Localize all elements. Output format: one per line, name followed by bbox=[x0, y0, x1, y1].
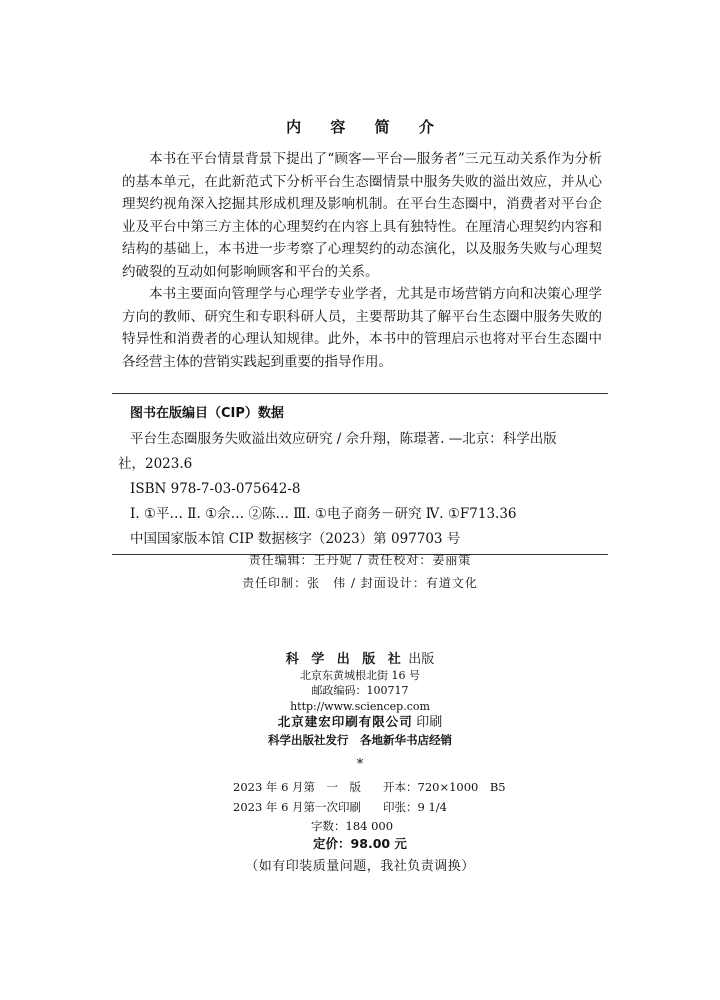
credits bbox=[0, 549, 720, 595]
printer-suffix: 印刷 bbox=[416, 715, 443, 730]
cip-heading: 图书在版编目（CIP）数据 bbox=[130, 406, 284, 421]
printer-line bbox=[0, 714, 720, 731]
print-date: 2023 年 6 月第一次印刷 bbox=[233, 799, 362, 814]
cip-record-line: 社，2023.6 bbox=[118, 456, 193, 472]
summary-paragraph: 本书在平台情景背景下提出了“顾客—平台—服务者”三元互动关系作为分析的基本单元，在此新范式下分析平台生态圈情景中服务失败的溢出效应，并从心理契约视角深入挖掘其形成机理及影响机制。在平台生态圈中，消费者对平台企业及平台中第三方主体的心理契约在内容上具有独特性。在厘清心理契约内容和结构的基础上，本书进一步考察了心理契约的动态演化，以及服务失败与心理契约破裂的互动如何影响顾客和平台的关系。 bbox=[122, 151, 602, 280]
publisher-postcode: 邮政编码：100717 bbox=[311, 684, 409, 697]
publisher-url: http://www.sciencep.com bbox=[290, 699, 430, 713]
publisher-line bbox=[0, 652, 720, 668]
separator-star: * bbox=[356, 757, 364, 772]
distribution-line: 科学出版社发行 各地新华书店经销 bbox=[268, 732, 452, 747]
cip-classification: Ⅰ. ①平… Ⅱ. ①佘… ②陈… Ⅲ. ①电子商务－研究 Ⅳ. ①F713.36 bbox=[130, 506, 517, 522]
publisher-address: 北京东黄城根北街 16 号 bbox=[300, 668, 420, 682]
print-sheets: 印张：9 1/4 bbox=[383, 799, 447, 814]
cip-block bbox=[112, 393, 608, 555]
credits-line: 责任印制：张 伟 / 封面设计：有道文化 bbox=[242, 576, 478, 590]
publisher-name: 科 学 出 版 社 bbox=[285, 652, 405, 667]
cip-record-line: 平台生态圈服务失败溢出效应研究 / 佘升翔，陈璟著. —北京：科学出版 bbox=[130, 431, 557, 447]
page-title: 内 容 简 介 bbox=[286, 118, 446, 136]
printer-name: 北京建宏印刷有限公司 bbox=[277, 714, 413, 729]
publisher-info bbox=[0, 652, 720, 748]
content-summary bbox=[122, 148, 602, 373]
edition-date: 2023 年 6 月第 一 版 bbox=[233, 780, 362, 794]
quality-notice: （如有印装质量问题，我社负责调换） bbox=[245, 859, 475, 874]
word-count: 字数：184 000 bbox=[311, 819, 394, 833]
cip-isbn: ISBN 978-7-03-075642-8 bbox=[130, 481, 301, 497]
cip-number: 中国国家版本馆 CIP 数据核字（2023）第 097703 号 bbox=[130, 531, 461, 547]
book-format: 开本：720×1000 B5 bbox=[383, 780, 506, 794]
credits-line: 责任编辑：王丹妮 / 责任校对：姜丽策 bbox=[248, 553, 472, 567]
price: 定价：98.00 元 bbox=[313, 836, 407, 851]
summary-paragraph: 本书主要面向管理学与心理学专业学者，尤其是市场营销方向和决策心理学方向的教师、研究生和专职科研人员，主要帮助其了解平台生态圈中服务失败的特异性和消费者的心理认知规律。此外，本书中的管理启示也将对平台生态圈中各经营主体的营销实践起到重要的指导作用。 bbox=[122, 286, 602, 370]
publisher-name-suffix: 出版 bbox=[408, 652, 435, 667]
edition-info bbox=[0, 778, 720, 837]
